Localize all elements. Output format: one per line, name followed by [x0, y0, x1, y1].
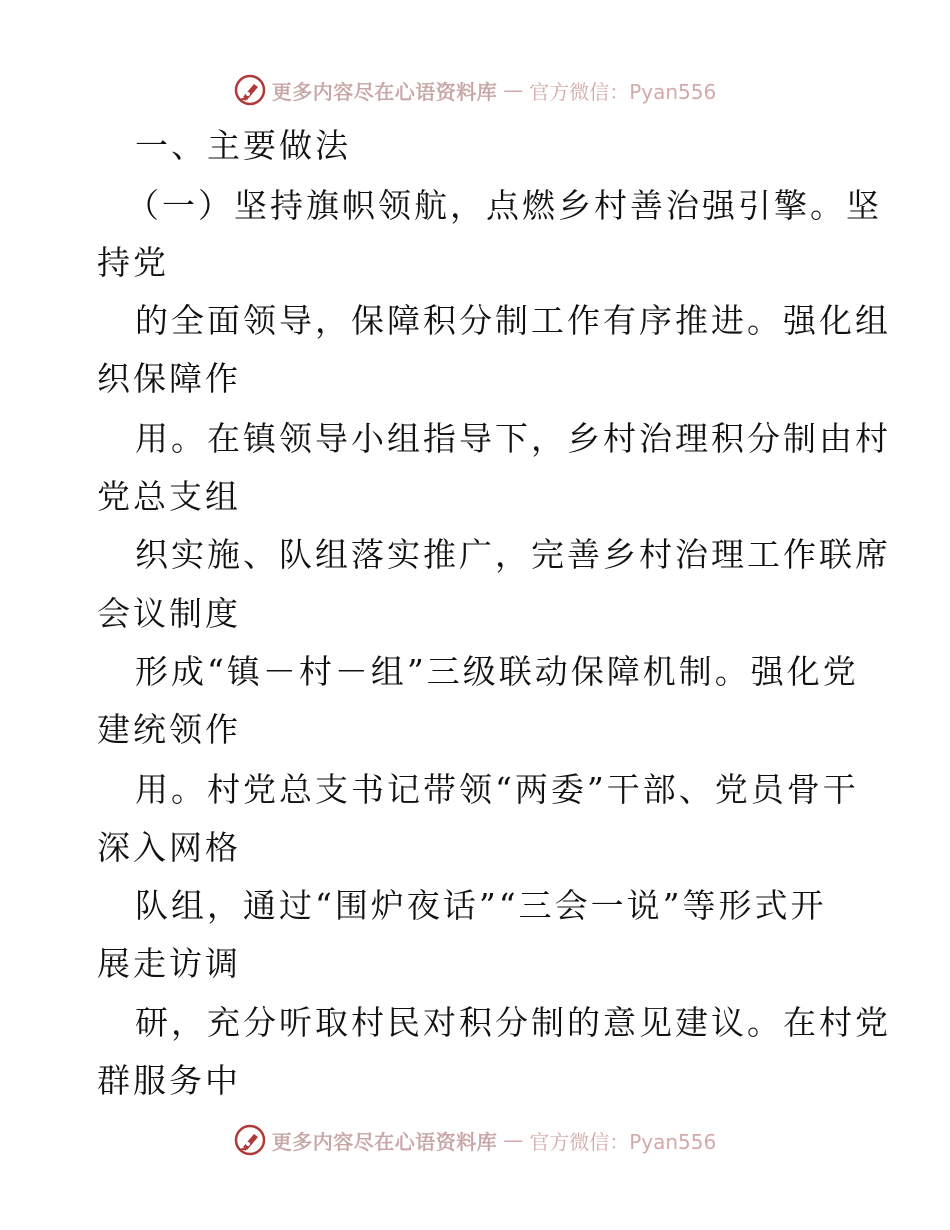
paragraph-line: 展走访调 [97, 944, 241, 983]
paragraph-line: 用。村党总支书记带领“两委”干部、党员骨干 [135, 770, 859, 809]
paragraph-line: 群服务中 [97, 1061, 241, 1100]
section-heading: 一、主要做法 [135, 126, 351, 165]
pen-nib-logo-icon [234, 1124, 266, 1156]
footer-watermark [0, 1118, 950, 1162]
paragraph-line: 建统领作 [97, 710, 241, 749]
watermark-separator: — [503, 78, 524, 102]
paragraph-line: 队组，通过“围炉夜话”“三会一说”等形式开 [135, 886, 827, 925]
paragraph-line: 用。在镇领导小组指导下，乡村治理积分制由村 [135, 419, 891, 458]
paragraph-line: （一）坚持旗帜领航，点燃乡村善治强引擎。坚 [126, 186, 882, 225]
pen-nib-logo-icon [234, 74, 266, 106]
paragraph-line: 深入网格 [97, 828, 241, 867]
watermark-separator: — [503, 1128, 524, 1152]
paragraph-line: 持党 [97, 243, 169, 282]
paragraph-line: 形成“镇－村－组”三级联动保障机制。强化党 [135, 652, 859, 691]
watermark-brand: 更多内容尽在心语资料库 [271, 79, 498, 104]
paragraph-line: 织实施、队组落实推广，完善乡村治理工作联席 [135, 535, 891, 574]
paragraph-line: 织保障作 [97, 359, 241, 398]
header-watermark [0, 68, 950, 112]
watermark-brand: 更多内容尽在心语资料库 [271, 1129, 498, 1154]
watermark-content [234, 1124, 717, 1156]
paragraph-line: 党总支组 [97, 477, 241, 516]
paragraph-line: 的全面领导，保障积分制工作有序推进。强化组 [135, 301, 891, 340]
paragraph-line: 会议制度 [97, 594, 241, 633]
watermark-content [234, 74, 717, 106]
watermark-contact: 官方微信：Pyan556 [529, 1129, 717, 1154]
watermark-contact: 官方微信：Pyan556 [529, 79, 717, 104]
paragraph-line: 研，充分听取村民对积分制的意见建议。在村党 [135, 1003, 891, 1042]
